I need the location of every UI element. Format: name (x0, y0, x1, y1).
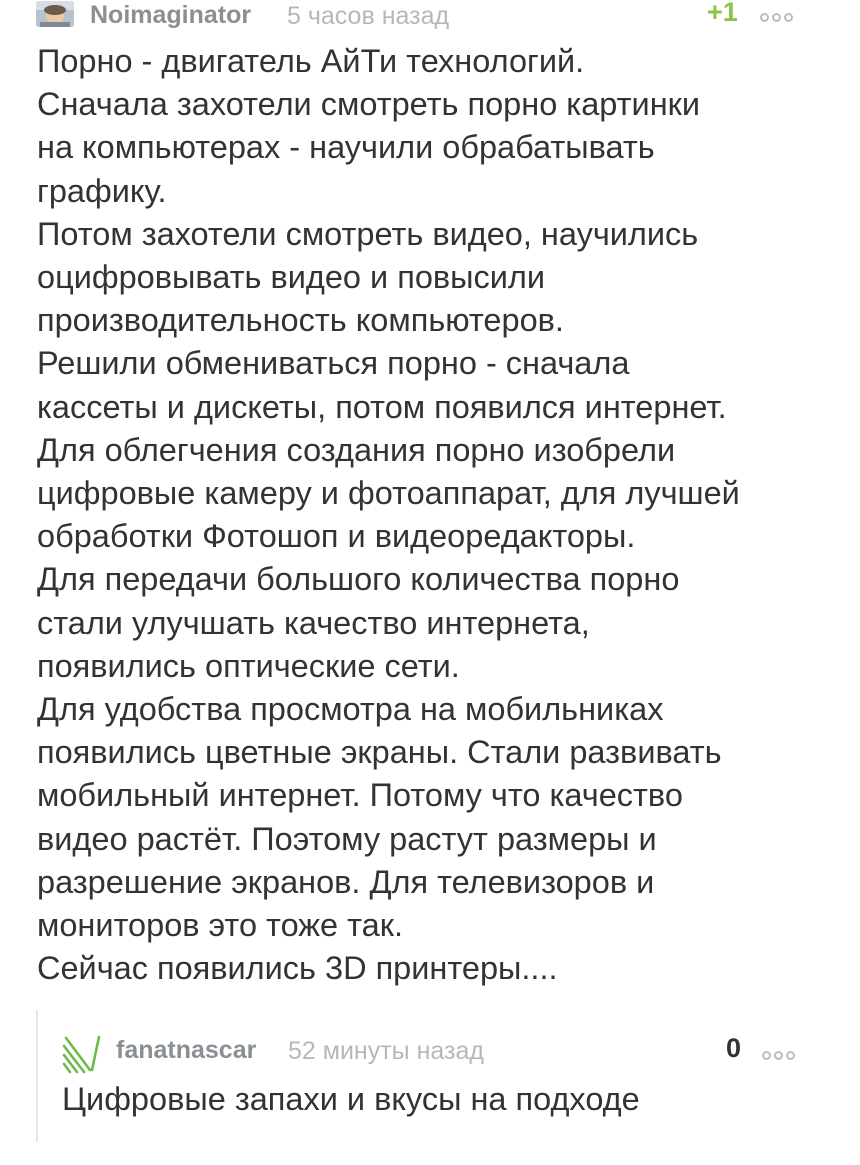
reply-author-link[interactable]: fanatnascar (116, 1036, 257, 1064)
comment-text-line: Для передачи большого количества порно (37, 561, 680, 598)
comment-text-line: цифровые камеру и фотоаппарат, для лучшей (37, 475, 740, 512)
comment-text-line: графику. (37, 172, 167, 209)
more-options-icon[interactable] (762, 1048, 804, 1062)
comment-text-line: Для удобства просмотра на мобильниках (37, 691, 664, 728)
comment-text-line: Для облегчения создания порно изобрели (37, 431, 676, 468)
comment-text-line: появились цветные экраны. Стали развивать (37, 734, 722, 771)
comment-text-line: Порно - двигатель АйТи технологий. (37, 43, 585, 79)
comment-text-line: мониторов это тоже так. (37, 907, 403, 944)
comment-text-line: видео растёт. Поэтому растут размеры и (37, 820, 657, 857)
comment-text-line: Потом захотели смотреть видео, научились (37, 215, 699, 252)
comment-text-line: Сейчас появились 3D принтеры.... (37, 950, 558, 987)
comment-text-line: Сначала захотели смотреть порно картинки (37, 86, 701, 123)
comment-text-line: оцифровывать видео и повысили (37, 259, 546, 296)
comment-rating: +1 (707, 0, 738, 27)
comment-text (37, 40, 837, 990)
user-avatar-icon[interactable] (36, 1, 74, 27)
comment-text-line: производительность компьютеров. (37, 302, 564, 339)
comment-text-line: на компьютерах - научили обрабатывать (37, 129, 655, 166)
comment-timestamp[interactable]: 5 часов назад (287, 2, 450, 30)
comment-text-line: кассеты и дискеты, потом появился интернет. (37, 388, 727, 425)
comment-text-line: Решили обмениваться порно - сначала (37, 345, 630, 382)
comment-text-line: разрешение экранов. Для телевизоров и (37, 863, 655, 900)
green-stripes-logo-icon[interactable] (62, 1034, 102, 1074)
comment-author-link[interactable]: Noimaginator (90, 1, 252, 29)
comment-text-line: обработки Фотошоп и видеоредакторы. (37, 518, 636, 555)
comment-text-line: мобильный интернет. Потому что качество (37, 777, 683, 814)
reply-text: Цифровые запахи и вкусы на подходе (62, 1081, 640, 1117)
reply-comment (36, 1010, 860, 1142)
comment-text-line: появились оптические сети. (37, 647, 460, 684)
more-options-icon[interactable] (760, 10, 802, 24)
comment-text-line: стали улучшать качество интернета, (37, 604, 590, 641)
reply-rating: 0 (726, 1033, 742, 1063)
comment-header (0, 0, 860, 32)
reply-timestamp[interactable]: 52 минуты назад (288, 1037, 484, 1065)
